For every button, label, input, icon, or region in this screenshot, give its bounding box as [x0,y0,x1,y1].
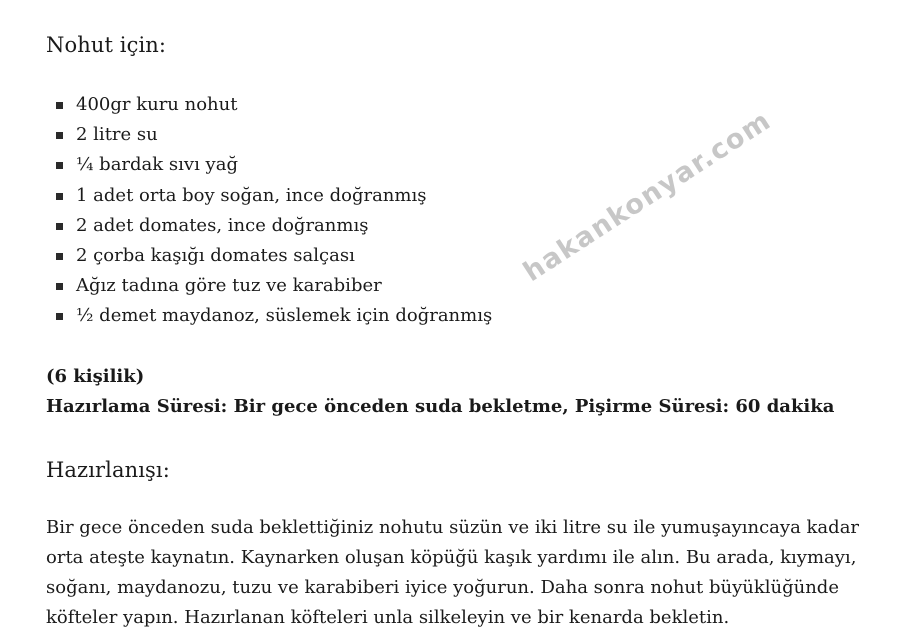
method-paragraph [46,513,860,633]
list-item [46,181,492,211]
list-item [46,271,492,301]
list-item [46,90,492,120]
ingredient-text: Ağız tadına göre tuz ve karabiber [76,275,382,297]
servings-text: (6 kişilik) [46,366,145,387]
method-line: köfteler yapın. Hazırlanan köfteleri unla silkeleyin ve bir kenarda bekletin. [46,607,730,628]
bullet-icon [56,132,63,139]
bullet-icon [56,313,63,320]
ingredient-text: ¼ bardak sıvı yağ [76,154,238,176]
method-line: soğanı, maydanozu, tuzu ve karabiberi iyice yoğurun. Daha sonra nohut büyüklüğünde [46,577,839,598]
watermark: hakankonyar.com [518,104,777,288]
list-item [46,241,492,271]
list-item [46,211,492,241]
ingredient-text: 1 adet orta boy soğan, ince doğranmış [76,184,427,206]
ingredient-text: 2 çorba kaşığı domates salçası [76,244,355,266]
bullet-icon [56,283,63,290]
list-item [46,301,492,331]
method-heading: Hazırlanışı: [46,458,170,482]
bullet-icon [56,102,63,109]
method-line: Bir gece önceden suda beklettiğiniz nohutu süzün ve iki litre su ile yumuşayıncaya kadar [46,517,860,538]
ingredient-text: 400gr kuru nohut [76,94,238,115]
bullet-icon [56,253,63,260]
bullet-icon [56,193,63,200]
recipe-content [46,0,876,639]
time-info-text: Hazırlama Süresi: Bir gece önceden suda bekletme, Pişirme Süresi: 60 dakika [46,396,835,417]
ingredients-list [46,90,492,332]
list-item [46,120,492,150]
ingredients-heading: Nohut için: [46,33,167,57]
bullet-icon [56,223,63,230]
list-item [46,150,492,180]
ingredient-text: ½ demet maydanoz, süslemek için doğranmış [76,305,493,327]
bullet-icon [56,162,63,169]
ingredient-text: 2 adet domates, ince doğranmış [76,214,369,236]
ingredient-text: 2 litre su [76,124,158,146]
method-line: orta ateşte kaynatın. Kaynarken oluşan köpüğü kaşık yardımı ile alın. Bu arada, kıymayı, [46,547,857,568]
